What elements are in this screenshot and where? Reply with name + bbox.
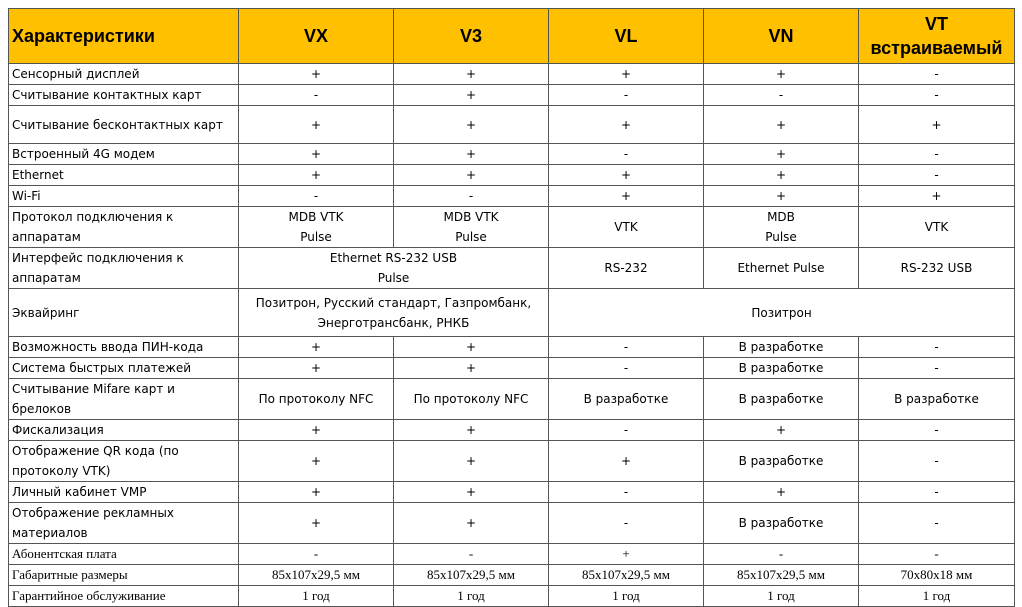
cell-text-line: Позитрон, Русский стандарт, Газпромбанк,: [255, 295, 532, 310]
cell-v3: [394, 586, 549, 607]
row-label: [9, 379, 239, 420]
cell-vn: [704, 358, 859, 379]
table-row: [9, 586, 1015, 607]
cell-text-line: В разработке: [738, 392, 824, 406]
cell-text-line: +: [775, 147, 787, 161]
cell-text-line: +: [465, 168, 477, 182]
cell-text-line: +: [465, 88, 477, 102]
cell-v3: [394, 544, 549, 565]
row-label: [9, 358, 239, 379]
cell-text-line: -: [623, 423, 629, 437]
cell-text-line: -: [313, 88, 319, 102]
cell-vx: [239, 544, 394, 565]
cell-vt: [859, 441, 1015, 482]
cell-text-line: Ethernet Pulse: [737, 261, 825, 275]
cell-text-line: +: [775, 67, 787, 81]
row-label: [9, 565, 239, 586]
cell-text-line: Габаритные размеры: [12, 567, 128, 582]
row-label: [9, 106, 239, 144]
table-row: [9, 144, 1015, 165]
cell-text-line: Энерготрансбанк, РНКБ: [317, 315, 470, 330]
cell-vn: [704, 248, 859, 289]
cell-vl: [549, 586, 704, 607]
cell-merged-vl-vn-vt: [549, 289, 1015, 337]
cell-vn: [704, 144, 859, 165]
cell-text-line: Возможность ввода ПИН-кода: [12, 340, 204, 354]
cell-text-line: +: [931, 117, 942, 132]
cell-text-line: -: [934, 340, 939, 354]
cell-vl: [549, 248, 704, 289]
row-label: [9, 503, 239, 544]
cell-v3: [394, 165, 549, 186]
cell-vt: [859, 64, 1015, 85]
table-row: [9, 565, 1015, 586]
cell-v3: [394, 358, 549, 379]
cell-text-line: +: [620, 454, 632, 468]
cell-text-line: +: [465, 485, 477, 499]
cell-vx: [239, 64, 394, 85]
table-row: [9, 379, 1015, 420]
cell-text-line: -: [934, 147, 939, 161]
cell-vt: [859, 544, 1015, 565]
cell-text-line: +: [775, 423, 787, 437]
cell-vt: [859, 503, 1015, 544]
cell-text-line: +: [465, 516, 477, 530]
cell-text-line: Эквайринг: [12, 305, 80, 320]
cell-text-line: -: [934, 423, 939, 437]
cell-vt: [859, 586, 1015, 607]
cell-vt: [859, 207, 1015, 248]
cell-text-line: Pulse: [377, 271, 410, 285]
cell-text-line: аппаратам: [12, 230, 81, 244]
cell-text-line: +: [620, 168, 632, 182]
cell-vl: [549, 207, 704, 248]
cell-text-line: Встроенный 4G модем: [12, 147, 155, 161]
cell-text-line: RS-232: [604, 261, 648, 275]
cell-text-line: Фискализация: [12, 423, 104, 437]
cell-text-line: +: [310, 168, 322, 182]
cell-text-line: 85x107x29,5 мм: [582, 567, 670, 582]
cell-text-line: 70x80x18 мм: [900, 567, 973, 582]
cell-text-line: В разработке: [738, 516, 824, 530]
cell-vl: [549, 144, 704, 165]
cell-vx: [239, 565, 394, 586]
cell-text-line: 1 год: [922, 588, 951, 603]
cell-text-line: 1 год: [302, 588, 330, 603]
cell-text-line: +: [620, 117, 632, 132]
cell-text-line: +: [310, 147, 322, 161]
cell-vl: [549, 165, 704, 186]
cell-text-line: В разработке: [738, 454, 824, 468]
cell-text-line: Pulse: [455, 230, 487, 244]
cell-text-line: MDB VTK: [443, 210, 499, 224]
cell-text-line: +: [310, 485, 322, 499]
cell-vx: [239, 337, 394, 358]
row-label: [9, 248, 239, 289]
cell-vx: [239, 379, 394, 420]
cell-text-line: -: [468, 546, 474, 561]
row-label: [9, 337, 239, 358]
cell-vx: [239, 358, 394, 379]
cell-text-line: В разработке: [583, 392, 669, 406]
cell-vl: [549, 441, 704, 482]
cell-vx: [239, 144, 394, 165]
cell-vl: [549, 64, 704, 85]
cell-text-line: Сенсорный дисплей: [12, 67, 140, 81]
cell-text-line: -: [934, 485, 939, 499]
cell-vn: [704, 106, 859, 144]
header-model-vt: VT встраиваемый: [859, 9, 1015, 64]
cell-text-line: MDB: [767, 210, 795, 224]
table-row: [9, 441, 1015, 482]
cell-text-line: Система быстрых платежей: [12, 361, 192, 375]
table-row: [9, 248, 1015, 289]
cell-text-line: Интерфейс подключения к: [12, 251, 184, 265]
cell-text-line: В разработке: [738, 340, 824, 354]
cell-vt: [859, 85, 1015, 106]
table-body: [9, 64, 1015, 607]
cell-vx: [239, 85, 394, 106]
cell-vn: [704, 379, 859, 420]
cell-text-line: +: [310, 117, 322, 132]
cell-vt: [859, 379, 1015, 420]
cell-v3: [394, 64, 549, 85]
cell-vn: [704, 337, 859, 358]
cell-text-line: +: [310, 516, 322, 530]
cell-vn: [704, 544, 859, 565]
table-row: [9, 186, 1015, 207]
cell-text-line: Ethernet: [12, 168, 64, 182]
cell-text-line: брелоков: [12, 402, 72, 416]
row-label: [9, 144, 239, 165]
cell-text-line: Отображение рекламных: [12, 506, 174, 520]
cell-text-line: По протоколу NFC: [258, 392, 374, 406]
row-label: [9, 165, 239, 186]
table-row: [9, 358, 1015, 379]
cell-text-line: -: [623, 147, 629, 161]
cell-text-line: -: [778, 88, 784, 102]
cell-text-line: +: [310, 454, 322, 468]
cell-vx: [239, 586, 394, 607]
cell-text-line: -: [934, 168, 939, 182]
cell-v3: [394, 186, 549, 207]
cell-vx: [239, 503, 394, 544]
cell-vx: [239, 441, 394, 482]
cell-vt: [859, 420, 1015, 441]
table-row: [9, 482, 1015, 503]
cell-vn: [704, 482, 859, 503]
cell-vl: [549, 544, 704, 565]
cell-text-line: -: [623, 340, 629, 354]
cell-text-line: +: [310, 340, 322, 354]
cell-v3: [394, 207, 549, 248]
cell-vt: [859, 144, 1015, 165]
cell-text-line: -: [313, 546, 319, 561]
cell-text-line: MDB VTK: [288, 210, 344, 224]
cell-vl: [549, 358, 704, 379]
cell-text-line: 85x107x29,5 мм: [737, 567, 825, 582]
cell-text-line: -: [623, 485, 629, 499]
table-row: [9, 337, 1015, 358]
cell-text-line: +: [775, 168, 787, 182]
cell-vt: [859, 482, 1015, 503]
cell-v3: [394, 503, 549, 544]
cell-vn: [704, 85, 859, 106]
cell-vn: [704, 565, 859, 586]
row-label: [9, 207, 239, 248]
cell-text-line: +: [775, 189, 787, 203]
comparison-table: [8, 8, 1015, 607]
row-label: [9, 482, 239, 503]
cell-vl: [549, 482, 704, 503]
cell-text-line: -: [934, 516, 939, 530]
cell-vn: [704, 165, 859, 186]
cell-vx: [239, 106, 394, 144]
cell-text-line: -: [934, 546, 939, 561]
header-characteristics: Характеристики: [9, 9, 239, 64]
cell-vt: [859, 337, 1015, 358]
header-model-vl: VL: [549, 9, 704, 64]
cell-text-line: 1 год: [612, 588, 640, 603]
cell-text-line: +: [465, 454, 477, 468]
cell-text-line: материалов: [12, 526, 88, 540]
row-label: [9, 441, 239, 482]
cell-text-line: Личный кабинет VMP: [12, 485, 147, 499]
cell-text-line: VTK: [614, 220, 638, 234]
cell-vt: [859, 358, 1015, 379]
header-model-vx: VX: [239, 9, 394, 64]
cell-text-line: +: [310, 423, 322, 437]
cell-v3: [394, 565, 549, 586]
cell-text-line: +: [622, 546, 630, 561]
cell-text-line: -: [934, 361, 939, 375]
cell-text-line: 1 год: [767, 588, 795, 603]
cell-text-line: +: [620, 189, 632, 203]
cell-text-line: Считывание контактных карт: [12, 88, 202, 102]
cell-text-line: +: [465, 361, 477, 375]
table-row: [9, 207, 1015, 248]
cell-merged-vx-v3: [239, 248, 549, 289]
cell-text-line: Wi-Fi: [12, 189, 41, 203]
cell-text-line: +: [465, 117, 477, 132]
row-label: [9, 586, 239, 607]
cell-text-line: +: [310, 67, 322, 81]
cell-text-line: RS-232 USB: [900, 261, 973, 275]
cell-text-line: Отображение QR кода (по: [12, 444, 179, 458]
header-row: [9, 9, 1015, 64]
cell-text-line: +: [465, 340, 477, 354]
cell-vt: [859, 248, 1015, 289]
cell-text-line: -: [934, 88, 939, 102]
cell-vn: [704, 503, 859, 544]
cell-merged-vx-v3: [239, 289, 549, 337]
cell-text-line: +: [465, 147, 477, 161]
cell-text-line: 85x107x29,5 мм: [272, 567, 360, 582]
cell-vl: [549, 420, 704, 441]
cell-vx: [239, 482, 394, 503]
cell-v3: [394, 420, 549, 441]
cell-vn: [704, 64, 859, 85]
cell-text-line: По протоколу NFC: [413, 392, 529, 406]
cell-text-line: +: [465, 423, 477, 437]
cell-text-line: -: [623, 88, 629, 102]
cell-text-line: Считывание бесконтактных карт: [12, 117, 223, 132]
cell-text-line: Pulse: [765, 230, 797, 244]
cell-vn: [704, 420, 859, 441]
table-row: [9, 503, 1015, 544]
cell-text-line: Гарантийное обслуживание: [12, 588, 166, 603]
cell-vt: [859, 106, 1015, 144]
row-label: [9, 289, 239, 337]
table-row: [9, 544, 1015, 565]
cell-text-line: -: [778, 546, 784, 561]
cell-vl: [549, 337, 704, 358]
cell-text-line: Ethernet RS-232 USB: [329, 251, 458, 265]
cell-text-line: Позитрон: [751, 305, 812, 320]
cell-text-line: В разработке: [894, 392, 979, 406]
cell-v3: [394, 482, 549, 503]
cell-text-line: аппаратам: [12, 271, 81, 285]
cell-vl: [549, 565, 704, 586]
cell-v3: [394, 144, 549, 165]
cell-text-line: -: [623, 361, 629, 375]
cell-v3: [394, 337, 549, 358]
cell-text-line: +: [310, 361, 322, 375]
cell-text-line: Абонентская плата: [12, 546, 117, 561]
row-label: [9, 85, 239, 106]
cell-text-line: В разработке: [738, 361, 824, 375]
cell-vx: [239, 420, 394, 441]
table-row: [9, 165, 1015, 186]
cell-vn: [704, 441, 859, 482]
table-row: [9, 289, 1015, 337]
cell-text-line: VTK: [924, 220, 949, 234]
cell-v3: [394, 106, 549, 144]
cell-text-line: -: [934, 454, 939, 468]
cell-text-line: -: [313, 189, 319, 203]
row-label: [9, 544, 239, 565]
cell-vl: [549, 106, 704, 144]
cell-text-line: протоколу VTK): [12, 464, 111, 478]
row-label: [9, 420, 239, 441]
cell-text-line: +: [620, 67, 632, 81]
cell-text-line: -: [934, 67, 939, 81]
cell-vl: [549, 379, 704, 420]
table-row: [9, 64, 1015, 85]
cell-vl: [549, 503, 704, 544]
cell-vx: [239, 186, 394, 207]
cell-text-line: Считывание Mifare карт и: [12, 382, 175, 396]
cell-text-line: -: [623, 516, 629, 530]
cell-text-line: Pulse: [300, 230, 332, 244]
cell-text-line: +: [931, 189, 942, 203]
cell-vl: [549, 85, 704, 106]
row-label: [9, 186, 239, 207]
cell-text-line: 1 год: [457, 588, 485, 603]
cell-text-line: +: [775, 117, 787, 132]
cell-text-line: +: [465, 67, 477, 81]
cell-vt: [859, 565, 1015, 586]
cell-vn: [704, 586, 859, 607]
cell-vn: [704, 186, 859, 207]
header-model-vn: VN: [704, 9, 859, 64]
table-row: [9, 420, 1015, 441]
row-label: [9, 64, 239, 85]
cell-v3: [394, 441, 549, 482]
cell-vn: [704, 207, 859, 248]
cell-text-line: +: [775, 485, 787, 499]
cell-text-line: 85x107x29,5 мм: [427, 567, 515, 582]
cell-v3: [394, 85, 549, 106]
cell-text-line: -: [468, 189, 474, 203]
cell-vx: [239, 207, 394, 248]
cell-vx: [239, 165, 394, 186]
header-model-v3: V3: [394, 9, 549, 64]
cell-v3: [394, 379, 549, 420]
cell-vt: [859, 186, 1015, 207]
table-row: [9, 106, 1015, 144]
cell-vl: [549, 186, 704, 207]
cell-vt: [859, 165, 1015, 186]
table-row: [9, 85, 1015, 106]
cell-text-line: Протокол подключения к: [12, 210, 174, 224]
